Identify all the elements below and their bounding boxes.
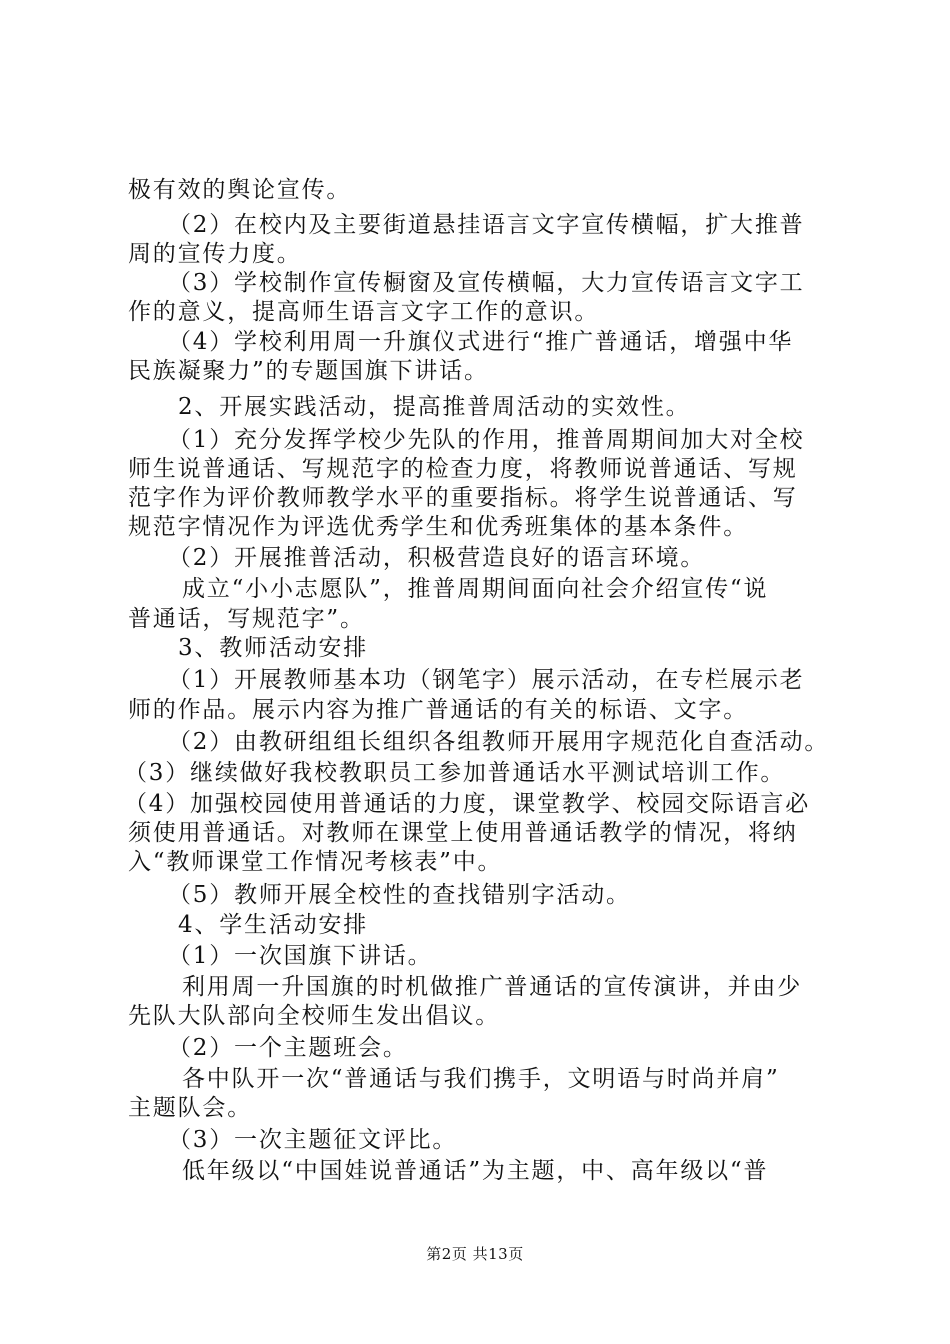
body-text-line: （2）一个主题班会。 xyxy=(168,1035,408,1061)
body-text-line: （2）在校内及主要街道悬挂语言文字宣传横幅，扩大推普 xyxy=(168,212,805,238)
body-text-line: （2）由教研组组长组织各组教师开展用字规范化自查活动。 xyxy=(168,729,830,755)
body-text-line: （1）开展教师基本功（钢笔字）展示活动，在专栏展示老 xyxy=(168,667,805,693)
body-text-line: 4、学生活动安排 xyxy=(178,912,369,938)
body-text-line: （2）开展推普活动，积极营造良好的语言环境。 xyxy=(168,545,706,571)
body-text-line: 入“教师课堂工作情况考核表”中。 xyxy=(128,849,503,875)
body-text-line: 规范字情况作为评选优秀学生和优秀班集体的基本条件。 xyxy=(128,514,748,540)
body-text-line: 普通话，写规范字”。 xyxy=(128,606,365,632)
body-text-line: （1）充分发挥学校少先队的作用，推普周期间加大对全校 xyxy=(168,427,805,453)
body-text-line: （4）学校利用周一升旗仪式进行“推广普通话，增强中华 xyxy=(168,329,794,355)
body-text-line: （5）教师开展全校性的查找错别字活动。 xyxy=(168,882,631,908)
body-text-line: 民族凝聚力”的专题国旗下讲话。 xyxy=(128,358,489,384)
body-text-line: （3）继续做好我校教职员工参加普通话水平测试培训工作。 xyxy=(124,760,786,786)
body-text-line: 2、开展实践活动，提高推普周活动的实效性。 xyxy=(178,394,691,420)
body-text-line: 主题队会。 xyxy=(128,1095,252,1121)
body-text-line: 低年级以“中国娃说普通话”为主题，中、高年级以“普 xyxy=(182,1158,769,1184)
body-text-line: 极有效的舆论宣传。 xyxy=(128,177,352,203)
body-text-line: 师生说普通话、写规范字的检查力度，将教师说普通话、写规 xyxy=(128,456,798,482)
body-text-line: （4）加强校园使用普通话的力度，课堂教学、校园交际语言必 xyxy=(124,791,811,817)
body-text-line: （3）学校制作宣传橱窗及宣传横幅，大力宣传语言文字工 xyxy=(168,270,805,296)
body-text-line: （1）一次国旗下讲话。 xyxy=(168,943,433,969)
page-number-footer: 第2页 共13页 xyxy=(426,1245,524,1263)
body-text-line: 各中队开一次“普通话与我们携手，文明语与时尚并肩” xyxy=(182,1066,780,1092)
body-text-line: 师的作品。展示内容为推广普通话的有关的标语、文字。 xyxy=(128,697,748,723)
body-text-line: 成立“小小志愿队”，推普周期间面向社会介绍宣传“说 xyxy=(182,576,769,602)
body-text-line: 先队大队部向全校师生发出倡议。 xyxy=(128,1003,500,1029)
body-text-line: （3）一次主题征文评比。 xyxy=(168,1127,458,1153)
body-text-line: 须使用普通话。对教师在课堂上使用普通话教学的情况，将纳 xyxy=(128,820,798,846)
body-text-line: 周的宣传力度。 xyxy=(128,241,302,267)
body-text-line: 3、教师活动安排 xyxy=(178,635,369,661)
body-text-line: 利用周一升国旗的时机做推广普通话的宣传演讲，并由少 xyxy=(182,974,802,1000)
body-text-line: 范字作为评价教师教学水平的重要指标。将学生说普通话、写 xyxy=(128,485,798,511)
body-text-line: 作的意义，提高师生语言文字工作的意识。 xyxy=(128,299,600,325)
